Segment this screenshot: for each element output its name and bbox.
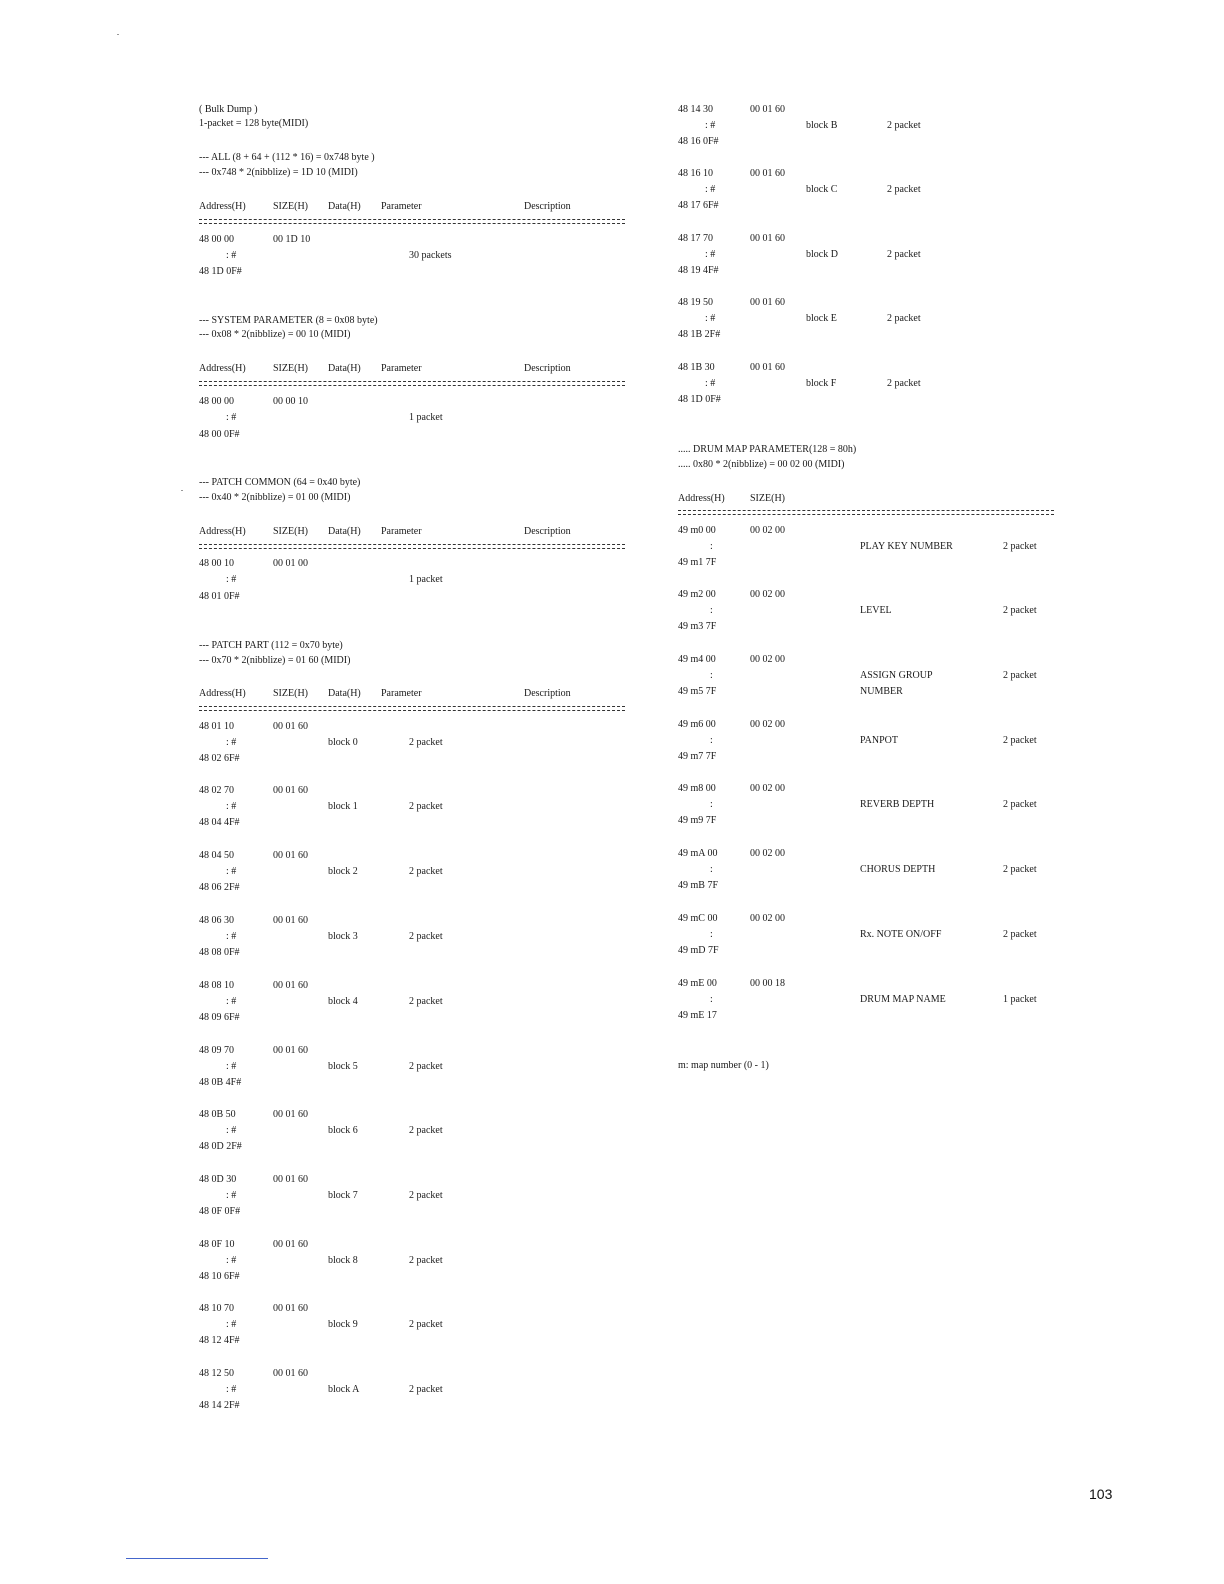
row-end-address: 49 mE 17 bbox=[678, 1010, 717, 1021]
row-description: 2 packet bbox=[1003, 929, 1037, 940]
row-description: 2 packet bbox=[409, 1255, 443, 1266]
row-continuation: : bbox=[710, 799, 713, 810]
header-description: Description bbox=[524, 688, 571, 699]
row-start-address: 49 m2 00 bbox=[678, 589, 716, 600]
row-parameter: DRUM MAP NAME bbox=[860, 994, 946, 1005]
row-end-address: 49 m1 7F bbox=[678, 557, 717, 568]
header-parameter: Parameter bbox=[381, 201, 422, 212]
all-nibble-line: --- 0x748 * 2(nibblize) = 1D 10 (MIDI) bbox=[199, 167, 358, 178]
row-description: 2 packet bbox=[409, 1384, 443, 1395]
header-parameter: Parameter bbox=[381, 688, 422, 699]
row-block: block 6 bbox=[328, 1125, 358, 1136]
row-size: 00 01 60 bbox=[750, 297, 785, 308]
header-address: Address(H) bbox=[199, 201, 246, 212]
row-end-address: 49 mB 7F bbox=[678, 880, 719, 891]
row-parameter: PLAY KEY NUMBER bbox=[860, 541, 953, 552]
row-end-address: 48 0D 2F# bbox=[199, 1141, 242, 1152]
row-start-address: 48 09 70 bbox=[199, 1045, 234, 1056]
row-end-address: 48 02 6F# bbox=[199, 753, 240, 764]
row-size: 00 01 60 bbox=[273, 915, 308, 926]
row-size: 00 02 00 bbox=[750, 719, 785, 730]
row-start-address: 48 0D 30 bbox=[199, 1174, 237, 1185]
row-description: 2 packet bbox=[409, 931, 443, 942]
row-continuation: : # bbox=[705, 120, 716, 131]
row-start-address: 48 01 10 bbox=[199, 721, 234, 732]
row-end-address: 48 19 4F# bbox=[678, 265, 719, 276]
row-end-address: 48 01 0F# bbox=[199, 591, 240, 602]
row-continuation: : # bbox=[226, 1319, 237, 1330]
row-block: block 1 bbox=[328, 801, 358, 812]
system-nibble-line: --- 0x08 * 2(nibblize) = 00 10 (MIDI) bbox=[199, 329, 351, 340]
row-continuation: : # bbox=[226, 574, 237, 585]
header-parameter: Parameter bbox=[381, 363, 422, 374]
patch-common-size-line: --- PATCH COMMON (64 = 0x40 byte) bbox=[199, 477, 361, 488]
row-continuation: : bbox=[710, 929, 713, 940]
row-end-address: 48 04 4F# bbox=[199, 817, 240, 828]
patch-common-nibble-line: --- 0x40 * 2(nibblize) = 01 00 (MIDI) bbox=[199, 492, 351, 503]
header-size: SIZE(H) bbox=[750, 493, 785, 504]
row-start-address: 48 06 30 bbox=[199, 915, 234, 926]
scan-speck bbox=[181, 490, 183, 491]
row-end-address: 49 m5 7F bbox=[678, 686, 717, 697]
drum-map-nibble-line: ..... 0x80 * 2(nibblize) = 00 02 00 (MIDI) bbox=[678, 459, 845, 470]
row-start-address: 49 m6 00 bbox=[678, 719, 716, 730]
row-end-address: 48 1D 0F# bbox=[678, 394, 721, 405]
row-continuation: : # bbox=[705, 378, 716, 389]
row-description: 2 packet bbox=[409, 1319, 443, 1330]
row-size: 00 00 18 bbox=[750, 978, 785, 989]
row-description: 2 packet bbox=[887, 249, 921, 260]
row-continuation: : # bbox=[226, 412, 237, 423]
row-description: 2 packet bbox=[409, 1190, 443, 1201]
row-start-address: 48 1B 30 bbox=[678, 362, 715, 373]
row-description: 2 packet bbox=[1003, 605, 1037, 616]
row-end-address: 48 12 4F# bbox=[199, 1335, 240, 1346]
row-description: 2 packet bbox=[887, 378, 921, 389]
row-continuation: : # bbox=[705, 249, 716, 260]
header-address: Address(H) bbox=[199, 526, 246, 537]
table-divider bbox=[199, 219, 625, 224]
row-parameter: Rx. NOTE ON/OFF bbox=[860, 929, 942, 940]
row-parameter: ASSIGN GROUP bbox=[860, 670, 933, 681]
row-description: 1 packet bbox=[1003, 994, 1037, 1005]
row-block: block D bbox=[806, 249, 838, 260]
row-size: 00 00 10 bbox=[273, 396, 308, 407]
row-start-address: 49 mA 00 bbox=[678, 848, 718, 859]
row-size: 00 01 60 bbox=[273, 980, 308, 991]
row-continuation: : # bbox=[226, 1255, 237, 1266]
row-end-address: 48 10 6F# bbox=[199, 1271, 240, 1282]
row-start-address: 48 19 50 bbox=[678, 297, 713, 308]
row-block: block 9 bbox=[328, 1319, 358, 1330]
row-block: block 0 bbox=[328, 737, 358, 748]
row-size: 00 01 60 bbox=[273, 1109, 308, 1120]
header-description: Description bbox=[524, 526, 571, 537]
bulk-dump-title: ( Bulk Dump ) bbox=[199, 104, 258, 115]
row-size: 00 01 60 bbox=[273, 850, 308, 861]
row-end-address: 48 1B 2F# bbox=[678, 329, 721, 340]
row-description: 2 packet bbox=[409, 1061, 443, 1072]
header-size: SIZE(H) bbox=[273, 201, 308, 212]
row-parameter-line2: NUMBER bbox=[860, 686, 903, 697]
header-data: Data(H) bbox=[328, 363, 361, 374]
row-description: 2 packet bbox=[1003, 670, 1037, 681]
row-continuation: : # bbox=[226, 996, 237, 1007]
header-size: SIZE(H) bbox=[273, 688, 308, 699]
row-block: block C bbox=[806, 184, 838, 195]
row-start-address: 48 04 50 bbox=[199, 850, 234, 861]
row-parameter: LEVEL bbox=[860, 605, 892, 616]
header-description: Description bbox=[524, 201, 571, 212]
row-size: 00 01 60 bbox=[273, 721, 308, 732]
row-end-address: 48 16 0F# bbox=[678, 136, 719, 147]
row-continuation: : bbox=[710, 735, 713, 746]
header-address: Address(H) bbox=[678, 493, 725, 504]
row-end-address: 48 17 6F# bbox=[678, 200, 719, 211]
row-size: 00 02 00 bbox=[750, 654, 785, 665]
row-continuation: : # bbox=[705, 184, 716, 195]
row-block: block 3 bbox=[328, 931, 358, 942]
packet-definition: 1-packet = 128 byte(MIDI) bbox=[199, 118, 309, 129]
row-description: 30 packets bbox=[409, 250, 452, 261]
row-start-address: 48 16 10 bbox=[678, 168, 713, 179]
row-continuation: : # bbox=[226, 737, 237, 748]
patch-part-nibble-line: --- 0x70 * 2(nibblize) = 01 60 (MIDI) bbox=[199, 655, 351, 666]
row-description: 2 packet bbox=[409, 996, 443, 1007]
header-address: Address(H) bbox=[199, 363, 246, 374]
row-start-address: 48 00 00 bbox=[199, 396, 234, 407]
row-size: 00 01 60 bbox=[273, 1239, 308, 1250]
row-end-address: 48 14 2F# bbox=[199, 1400, 240, 1411]
row-start-address: 48 17 70 bbox=[678, 233, 713, 244]
row-start-address: 48 0B 50 bbox=[199, 1109, 236, 1120]
row-start-address: 48 00 10 bbox=[199, 558, 234, 569]
row-description: 2 packet bbox=[409, 1125, 443, 1136]
row-continuation: : bbox=[710, 864, 713, 875]
row-end-address: 49 m9 7F bbox=[678, 815, 717, 826]
row-block: block 5 bbox=[328, 1061, 358, 1072]
row-start-address: 48 08 10 bbox=[199, 980, 234, 991]
row-end-address: 49 mD 7F bbox=[678, 945, 719, 956]
page-number: 103 bbox=[1089, 1486, 1113, 1502]
row-size: 00 01 60 bbox=[273, 1045, 308, 1056]
table-divider bbox=[199, 544, 625, 549]
row-description: 2 packet bbox=[1003, 541, 1037, 552]
row-parameter: CHORUS DEPTH bbox=[860, 864, 936, 875]
row-start-address: 48 00 00 bbox=[199, 234, 234, 245]
row-start-address: 49 m0 00 bbox=[678, 525, 716, 536]
row-continuation: : bbox=[710, 541, 713, 552]
row-block: block 8 bbox=[328, 1255, 358, 1266]
row-size: 00 01 60 bbox=[273, 1368, 308, 1379]
footer-link-line bbox=[126, 1558, 268, 1559]
row-end-address: 48 0F 0F# bbox=[199, 1206, 241, 1217]
row-size: 00 01 60 bbox=[750, 168, 785, 179]
row-continuation: : # bbox=[226, 866, 237, 877]
header-address: Address(H) bbox=[199, 688, 246, 699]
header-data: Data(H) bbox=[328, 201, 361, 212]
row-continuation: : # bbox=[705, 313, 716, 324]
row-continuation: : # bbox=[226, 801, 237, 812]
row-size: 00 01 60 bbox=[750, 362, 785, 373]
row-continuation: : # bbox=[226, 1125, 237, 1136]
scan-speck bbox=[117, 34, 119, 35]
table-divider bbox=[678, 510, 1054, 515]
row-continuation: : # bbox=[226, 1190, 237, 1201]
row-description: 2 packet bbox=[409, 737, 443, 748]
header-data: Data(H) bbox=[328, 526, 361, 537]
row-continuation: : bbox=[710, 670, 713, 681]
header-size: SIZE(H) bbox=[273, 363, 308, 374]
row-start-address: 48 02 70 bbox=[199, 785, 234, 796]
patch-part-size-line: --- PATCH PART (112 = 0x70 byte) bbox=[199, 640, 343, 651]
header-size: SIZE(H) bbox=[273, 526, 308, 537]
row-description: 2 packet bbox=[409, 866, 443, 877]
row-block: block F bbox=[806, 378, 837, 389]
row-end-address: 48 06 2F# bbox=[199, 882, 240, 893]
row-size: 00 01 60 bbox=[273, 1303, 308, 1314]
row-description: 2 packet bbox=[1003, 864, 1037, 875]
row-continuation: : bbox=[710, 605, 713, 616]
row-start-address: 48 10 70 bbox=[199, 1303, 234, 1314]
row-size: 00 02 00 bbox=[750, 525, 785, 536]
row-parameter: REVERB DEPTH bbox=[860, 799, 935, 810]
row-size: 00 02 00 bbox=[750, 783, 785, 794]
row-parameter: PANPOT bbox=[860, 735, 898, 746]
row-size: 00 01 60 bbox=[273, 785, 308, 796]
row-size: 00 02 00 bbox=[750, 589, 785, 600]
row-start-address: 49 mC 00 bbox=[678, 913, 718, 924]
map-number-note: m: map number (0 - 1) bbox=[678, 1060, 769, 1071]
row-block: block B bbox=[806, 120, 838, 131]
table-divider bbox=[199, 706, 625, 711]
row-start-address: 48 12 50 bbox=[199, 1368, 234, 1379]
system-size-line: --- SYSTEM PARAMETER (8 = 0x08 byte) bbox=[199, 315, 378, 326]
row-continuation: : # bbox=[226, 250, 237, 261]
row-block: block 2 bbox=[328, 866, 358, 877]
row-description: 2 packet bbox=[1003, 799, 1037, 810]
row-start-address: 49 m8 00 bbox=[678, 783, 716, 794]
header-parameter: Parameter bbox=[381, 526, 422, 537]
row-continuation: : # bbox=[226, 931, 237, 942]
row-size: 00 01 60 bbox=[750, 104, 785, 115]
row-description: 2 packet bbox=[887, 313, 921, 324]
row-end-address: 48 1D 0F# bbox=[199, 266, 242, 277]
row-start-address: 48 0F 10 bbox=[199, 1239, 235, 1250]
row-block: block 4 bbox=[328, 996, 358, 1007]
row-size: 00 01 60 bbox=[273, 1174, 308, 1185]
row-size: 00 01 00 bbox=[273, 558, 308, 569]
row-end-address: 48 09 6F# bbox=[199, 1012, 240, 1023]
row-block: block 7 bbox=[328, 1190, 358, 1201]
row-size: 00 02 00 bbox=[750, 913, 785, 924]
row-end-address: 48 08 0F# bbox=[199, 947, 240, 958]
drum-map-size-line: ..... DRUM MAP PARAMETER(128 = 80h) bbox=[678, 444, 857, 455]
row-block: block A bbox=[328, 1384, 360, 1395]
row-continuation: : bbox=[710, 994, 713, 1005]
row-start-address: 49 m4 00 bbox=[678, 654, 716, 665]
row-end-address: 48 0B 4F# bbox=[199, 1077, 242, 1088]
row-continuation: : # bbox=[226, 1061, 237, 1072]
row-end-address: 49 m3 7F bbox=[678, 621, 717, 632]
row-description: 2 packet bbox=[1003, 735, 1037, 746]
row-description: 2 packet bbox=[887, 120, 921, 131]
all-size-line: --- ALL (8 + 64 + (112 * 16) = 0x748 byte ) bbox=[199, 152, 375, 163]
row-start-address: 48 14 30 bbox=[678, 104, 713, 115]
row-description: 1 packet bbox=[409, 412, 443, 423]
row-end-address: 48 00 0F# bbox=[199, 429, 240, 440]
row-end-address: 49 m7 7F bbox=[678, 751, 717, 762]
row-block: block E bbox=[806, 313, 837, 324]
row-description: 1 packet bbox=[409, 574, 443, 585]
header-description: Description bbox=[524, 363, 571, 374]
row-continuation: : # bbox=[226, 1384, 237, 1395]
row-start-address: 49 mE 00 bbox=[678, 978, 717, 989]
row-size: 00 1D 10 bbox=[273, 234, 311, 245]
table-divider bbox=[199, 381, 625, 386]
row-description: 2 packet bbox=[887, 184, 921, 195]
header-data: Data(H) bbox=[328, 688, 361, 699]
row-description: 2 packet bbox=[409, 801, 443, 812]
row-size: 00 01 60 bbox=[750, 233, 785, 244]
row-size: 00 02 00 bbox=[750, 848, 785, 859]
